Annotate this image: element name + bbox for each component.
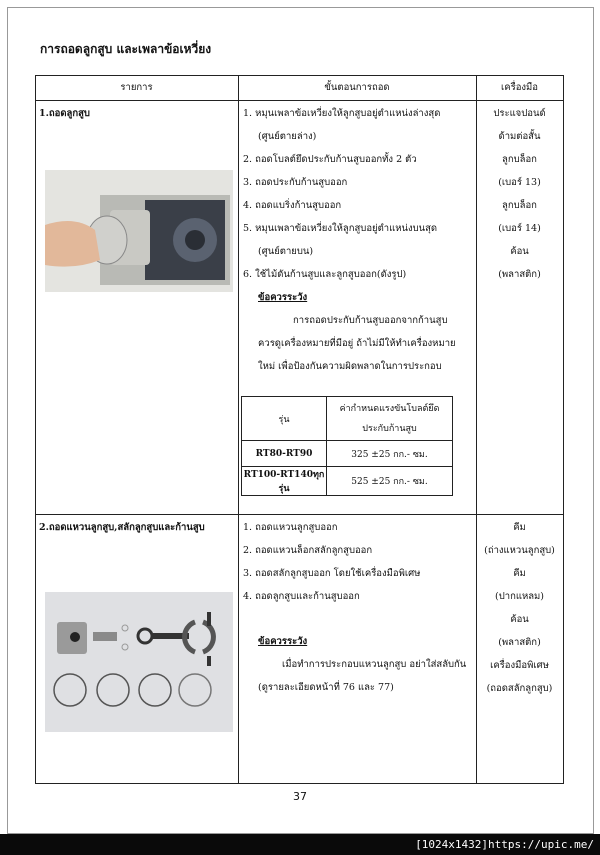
caution-text: ควรดูเครื่องหมายที่มีอยู่ ถ้าไม่มีให้ทำเครื่องหมาย	[258, 338, 456, 349]
tool: ประแจปอนด์	[493, 108, 546, 119]
row2-item: 2.ถอดแหวนลูกสูบ,สลักลูกสูบและก้านสูบ	[39, 522, 205, 533]
tool: ค้อน	[510, 246, 529, 257]
tool: ด้ามต่อสั้น	[498, 131, 541, 142]
torque-header-model: รุ่น	[242, 397, 327, 441]
step: 1. หมุนเพลาข้อเหวี่ยงให้ลูกสูบอยู่ตำแหน่งล่างสุด	[243, 108, 441, 119]
torque-header-line1: ค่ากำหนดแรงขันโบลต์ยึด	[339, 403, 440, 414]
tool: (ถ่างแหวนลูกสูบ)	[484, 545, 555, 556]
tool: (ปากแหลม)	[495, 591, 544, 602]
torque-header-line2: ประกับก้านสูบ	[362, 423, 417, 434]
piston-removal-photo	[45, 170, 233, 292]
tool: คีม	[513, 568, 526, 579]
step: 3. ถอดประกับก้านสูบออก	[243, 177, 348, 188]
tool: เครื่องมือพิเศษ	[490, 660, 549, 671]
caution-text: การถอดประกับก้านสูบออกจากก้านสูบ	[293, 315, 448, 326]
step: 4. ถอดแบริ่งก้านสูบออก	[243, 200, 342, 211]
caution-label: ข้อควรระวัง	[258, 292, 308, 303]
step: (ศูนย์ตายบน)	[258, 246, 314, 257]
row1-item: 1.ถอดลูกสูบ	[39, 108, 90, 119]
piston-parts-photo	[45, 592, 233, 732]
step: 2. ถอดโบลต์ยึดประกับก้านสูบออกทั้ง 2 ตัว	[243, 154, 417, 165]
tool: (พลาสติก)	[498, 269, 541, 280]
torque-model: RT100-RT140ทุกรุ่น	[242, 467, 327, 496]
tool: (พลาสติก)	[498, 637, 541, 648]
header-item: รายการ	[120, 82, 153, 93]
caution-text: (ดูรายละเอียดหน้าที่ 76 และ 77)	[258, 682, 394, 693]
caution-label: ข้อควรระวัง	[258, 636, 308, 647]
torque-value: 525 ±25 กก.- ซม.	[327, 467, 453, 496]
step: 4. ถอดลูกสูบและก้านสูบออก	[243, 591, 360, 602]
tool: (เบอร์ 13)	[498, 177, 541, 188]
step: 1. ถอดแหวนลูกสูบออก	[243, 522, 338, 533]
torque-header-value	[327, 397, 453, 441]
torque-table	[241, 396, 453, 496]
tool: ลูกบล็อก	[502, 154, 537, 165]
page-title: การถอดลูกสูบ และเพลาข้อเหวี่ยง	[40, 42, 212, 56]
caution-text: เมื่อทำการประกอบแหวนลูกสูบ อย่าใส่สลับกัน	[282, 659, 467, 670]
tool: (เบอร์ 14)	[498, 223, 541, 234]
tool: (ถอดสลักลูกสูบ)	[486, 683, 553, 694]
step: 2. ถอดแหวนล็อกสลักลูกสูบออก	[243, 545, 373, 556]
torque-model: RT80-RT90	[242, 441, 327, 467]
step: 5. หมุนเพลาข้อเหวี่ยงให้ลูกสูบอยู่ตำแหน่งบนสุด	[243, 223, 438, 234]
tool: คีม	[513, 522, 526, 533]
tool: ค้อน	[510, 614, 529, 625]
header-steps: ขั้นตอนการถอด	[324, 82, 390, 93]
header-tools: เครื่องมือ	[500, 82, 539, 93]
caution-text: ใหม่ เพื่อป้องกันความผิดพลาดในการประกอบ	[258, 361, 442, 372]
tool: ลูกบล็อก	[502, 200, 537, 211]
step: 3. ถอดสลักลูกสูบออก โดยใช้เครื่องมือพิเศษ	[243, 568, 421, 579]
page-number: 37	[293, 790, 307, 803]
torque-value: 325 ±25 กก.- ซม.	[327, 441, 453, 467]
step: (ศูนย์ตายล่าง)	[258, 131, 317, 142]
footer-text: [1024x1432]https://upic.me/	[415, 838, 594, 851]
image-host-footer	[0, 834, 600, 855]
step: 6. ใช้ไม้ดันก้านสูบและลูกสูบออก(ดังรูป)	[243, 269, 407, 280]
